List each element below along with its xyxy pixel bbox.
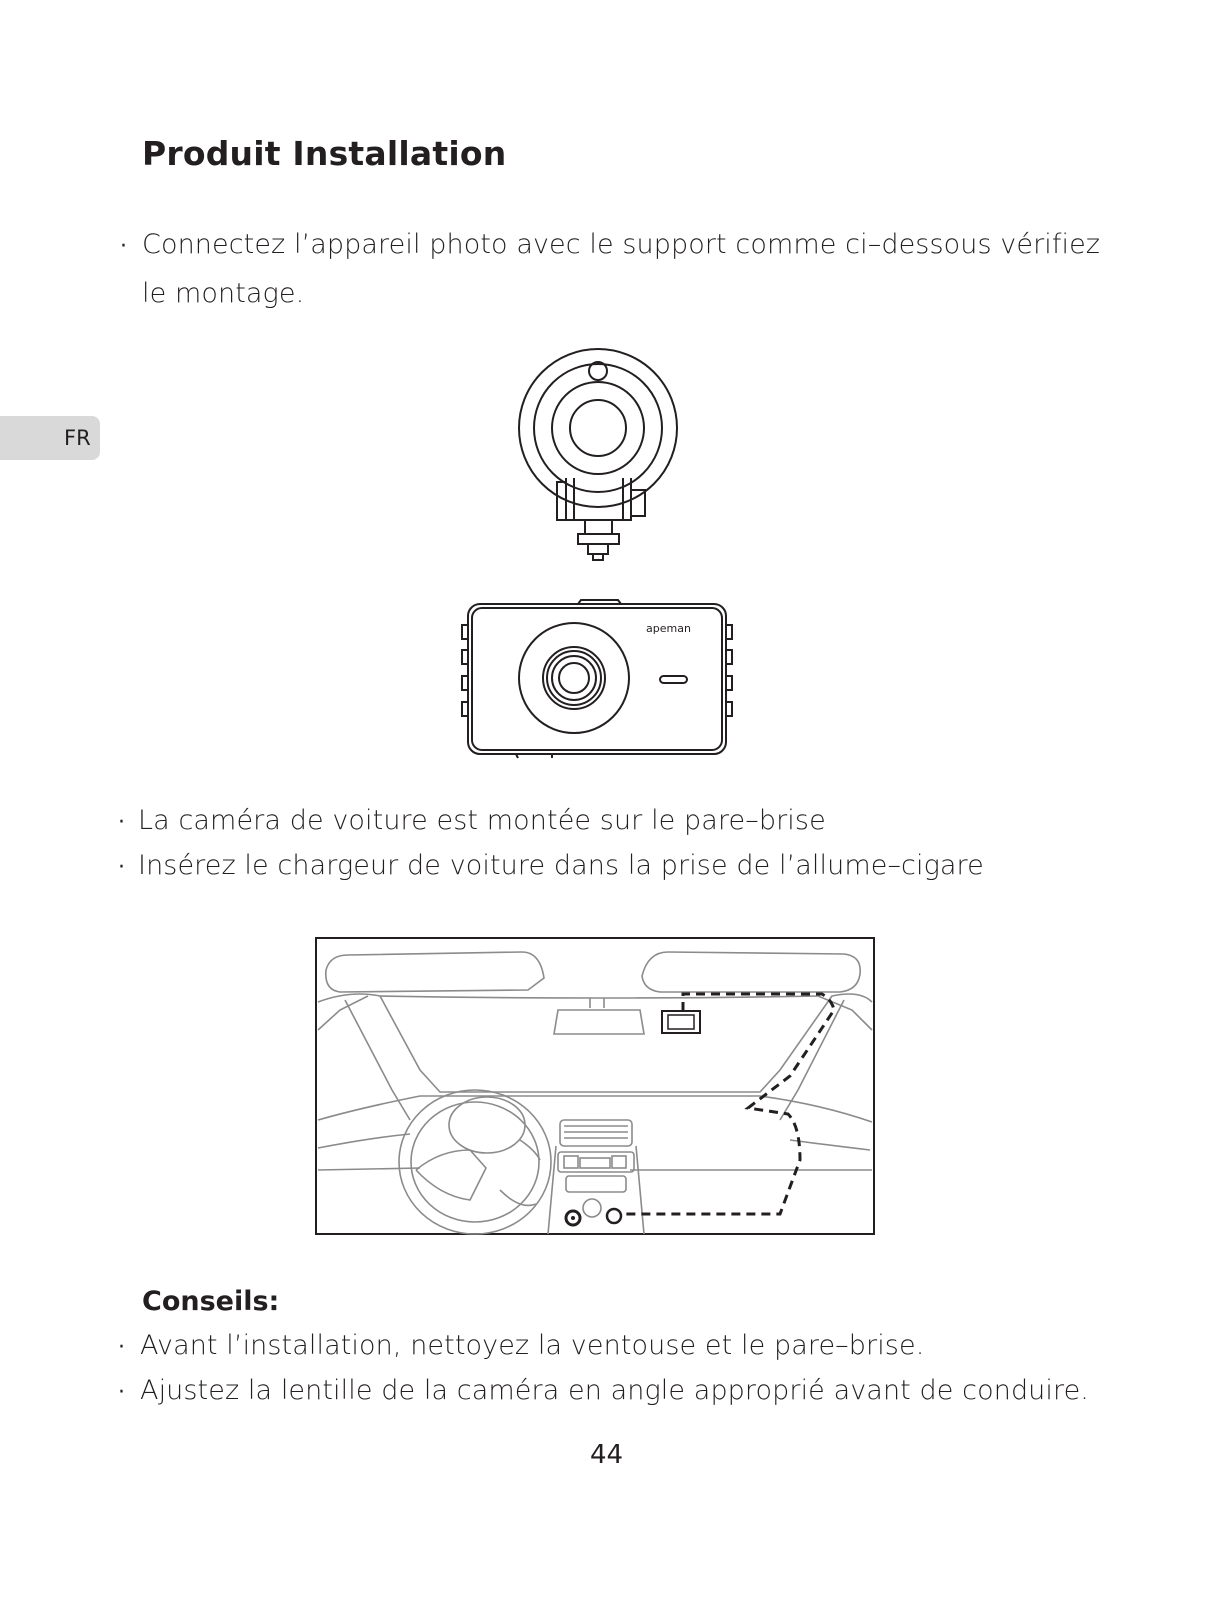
bullet-dot: ·: [118, 855, 125, 880]
bullet-dot: ·: [120, 234, 127, 259]
page-title: Produit Installation: [142, 134, 507, 173]
step-mount-windshield: La caméra de voiture est montée sur le pare–brise: [138, 805, 826, 836]
bullet-dot: ·: [118, 1380, 125, 1405]
camera-brand-logo: apeman: [646, 622, 691, 635]
tips-title: Conseils:: [142, 1286, 280, 1317]
language-tab-label: FR: [64, 426, 91, 450]
step-insert-charger: Insérez le chargeur de voiture dans la prise de l’allume–cigare: [138, 850, 984, 881]
page-number: 44: [589, 1440, 624, 1470]
intro-line-2: le montage.: [142, 278, 305, 309]
tip-adjust-lens: Ajustez la lentille de la caméra en angle approprié avant de conduire.: [140, 1375, 1089, 1406]
bullet-dot: ·: [118, 1335, 125, 1360]
bullet-dot: ·: [118, 810, 125, 835]
tip-clean: Avant l’installation, nettoyez la ventouse et le pare–brise.: [140, 1330, 925, 1361]
intro-line-1: Connectez l’appareil photo avec le support comme ci–dessous vérifiez: [142, 229, 1101, 260]
